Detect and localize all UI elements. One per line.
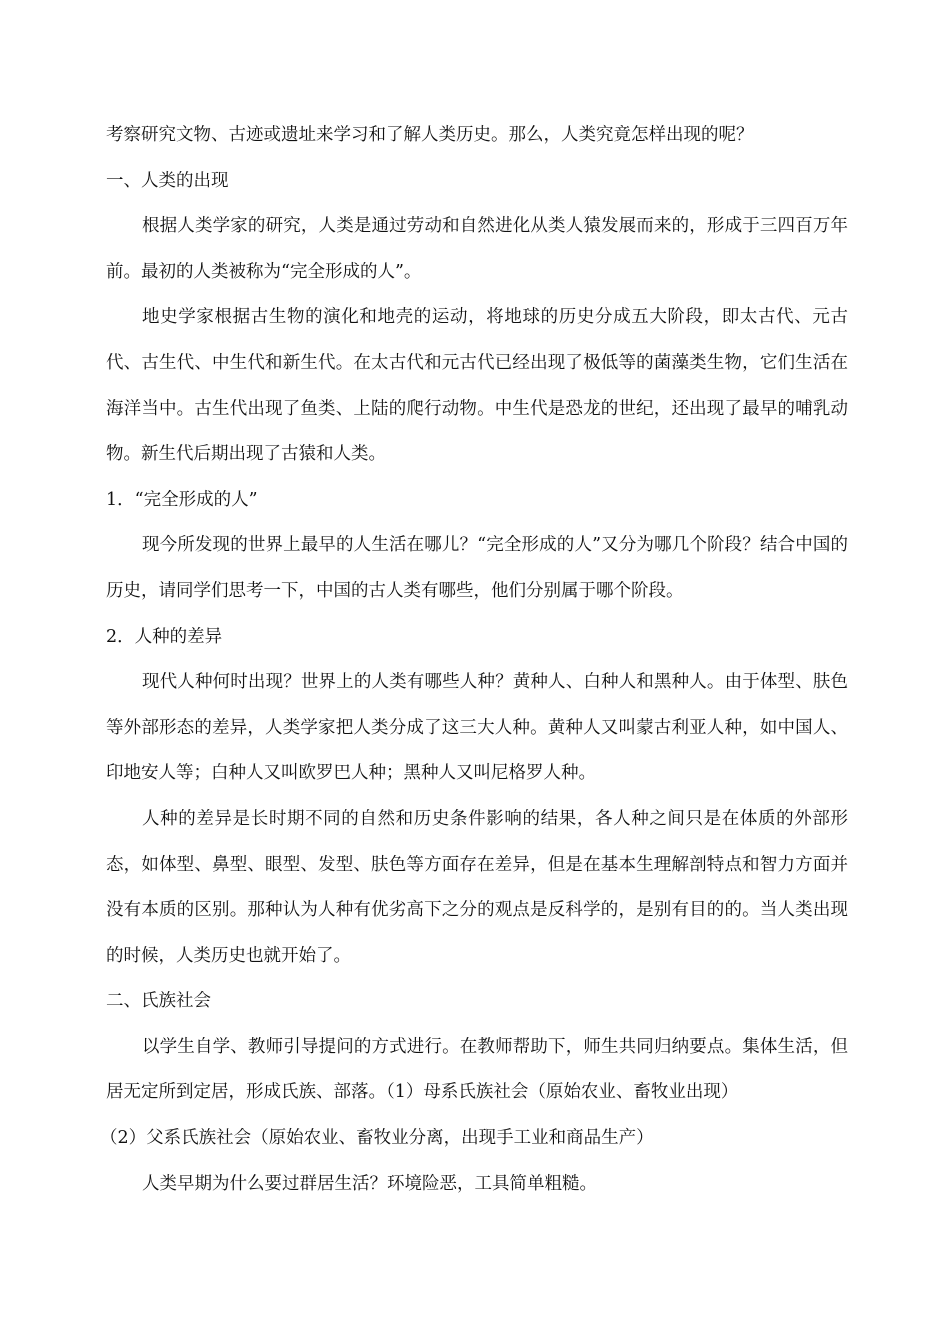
section-heading-human-emergence: 一、人类的出现 xyxy=(106,170,229,191)
paragraph-origin: 根据人类学家的研究，人类是通过劳动和自然进化从类人猿发展而来的，形成于三四百万年前。最初的人类被称为“完全形成的人”。 xyxy=(106,216,848,282)
paragraph-race-explanation: 人种的差异是长时期不同的自然和历史条件影响的结果，各人种之间只是在体质的外部形态，如体型、鼻型、眼型、发型、肤色等方面存在差异，但是在基本生理解剖特点和智力方面并没有本质的区别。那种认为人种有优劣高下之分的观点是反科学的，是别有目的的。当人类出现的时候，人类历史也就开始了。 xyxy=(106,808,848,966)
paragraph-patrilineal: （2）父系氏族社会（原始农业、畜牧业分离，出现手工业和商品生产） xyxy=(100,1128,654,1149)
paragraph-intro: 考察研究文物、古迹或遗址来学习和了解人类历史。那么，人类究竟怎样出现的呢？ xyxy=(106,125,754,145)
subheading-race-differences: 2．人种的差异 xyxy=(106,626,223,647)
document-body xyxy=(100,113,848,1207)
paragraph-group-living: 人类早期为什么要过群居生活？环境险恶，工具简单粗糙。 xyxy=(142,1173,597,1194)
paragraph-geologic-eras: 地史学家根据古生物的演化和地壳的运动，将地球的历史分成五大阶段，即太古代、元古代、古生代、中生代和新生代。在太古代和元古代已经出现了极低等的菌藻类生物，它们生活在海洋当中。古生代出现了鱼类、上陆的爬行动物。中生代是恐龙的世纪，还出现了最早的哺乳动物。新生代后期出现了古猿和人类。 xyxy=(106,307,848,465)
subheading-fully-formed-human: 1．“完全形成的人” xyxy=(106,489,258,510)
section-heading-clan-society: 二、氏族社会 xyxy=(106,991,211,1012)
paragraph-clan-teaching: 以学生自学、教师引导提问的方式进行。在教师帮助下，师生共同归纳要点。集体生活，但居无定所到定居，形成氏族、部落。（1）母系氏族社会（原始农业、畜牧业出现） xyxy=(106,1036,848,1103)
paragraph-earliest-humans: 现今所发现的世界上最早的人生活在哪儿？“完全形成的人”又分为哪几个阶段？结合中国的历史，请同学们思考一下，中国的古人类有哪些，他们分别属于哪个阶段。 xyxy=(106,535,848,601)
paragraph-modern-races: 现代人种何时出现？世界上的人类有哪些人种？黄种人、白种人和黑种人。由于体型、肤色等外部形态的差异，人类学家把人类分成了这三大人种。黄种人又叫蒙古利亚人种，如中国人、印地安人等；白种人又叫欧罗巴人种；黑种人又叫尼格罗人种。 xyxy=(106,672,848,784)
